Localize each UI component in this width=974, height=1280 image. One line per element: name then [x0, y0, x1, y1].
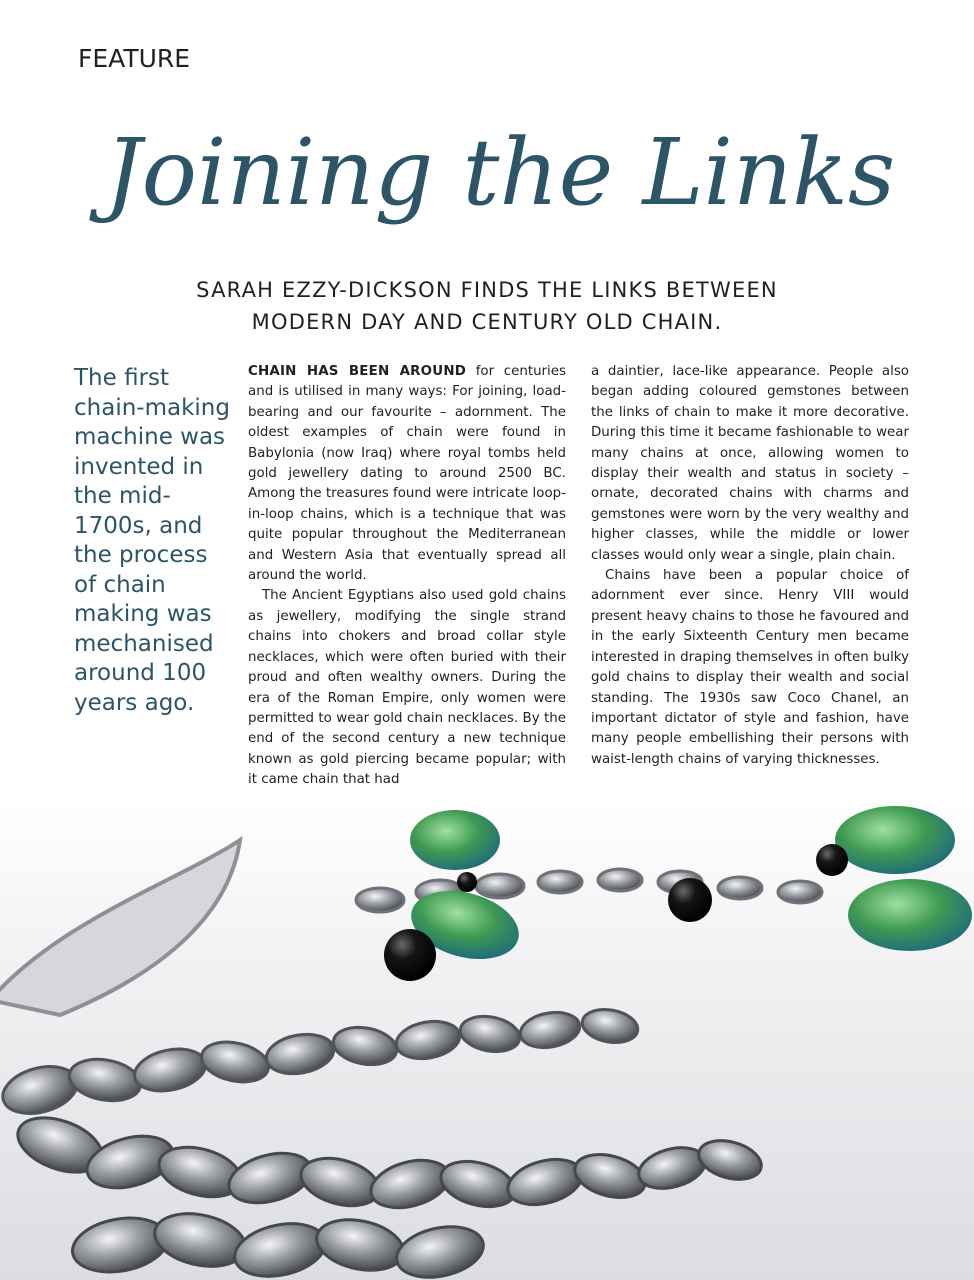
paragraph-1 [248, 362, 566, 586]
body-column-2 [591, 362, 909, 770]
chain-jewellery-photo [0, 800, 974, 1280]
section-label: FEATURE [78, 44, 191, 73]
black-bead [384, 929, 436, 981]
paragraph-1-text: for centuries and is utilised in many ways: For joining, load-bearing and our favourite – adornment. The oldest examples of chain were found in Babylonia (now Iraq) where royal tombs held gold jewellery dating to around 2500 BC. Among the treasures found were intricate loop-in-loop chains, which is a technique that was quite popular throughout the Mediterranean and Western Asia that eventually spread all around the world. [248, 364, 566, 584]
paragraph-2: The Ancient Egyptians also used gold chains as jewellery, modifying the single strand chains into chokers and broad collar style necklaces, which were often buried with their proud and often wealthy owners. During the era of the Roman Empire, only women were permitted to wear gold chain necklaces. By the end of the second century a new technique known as gold piercing became popular; with it came chain that had [248, 588, 566, 788]
article-title-text: Joining the Links [104, 119, 896, 226]
black-bead [668, 878, 712, 922]
black-bead [816, 844, 848, 876]
subtitle-line-1: SARAH EZZY-DICKSON FINDS THE LINKS BETWEEN [196, 278, 778, 302]
lead-in: CHAIN HAS BEEN AROUND [248, 364, 467, 379]
green-bead [410, 810, 500, 870]
pull-quote: The first chain-making machine was invented in the mid-1700s, and the process of chain making was mechanised around 100 years ago. [74, 365, 230, 716]
article-subtitle [0, 274, 974, 338]
subtitle-line-2: MODERN DAY AND CENTURY OLD CHAIN. [251, 310, 723, 334]
body-column-1 [248, 362, 566, 791]
green-bead [835, 806, 955, 874]
black-bead [457, 872, 477, 892]
paragraph-4: Chains have been a popular choice of adornment ever since. Henry VIII would present heavy chains to those he favoured and in the early Sixteenth Century men became interested in draping themselves in often bulky gold chains to display their wealth and social standing. The 1930s saw Coco Chanel, an important dictator of style and fashion, have many people embellishing their persons with waist-length chains of varying thicknesses. [591, 568, 909, 767]
paragraph-3: a daintier, lace-like appearance. People also began adding coloured gemstones between the links of chain to make it more decorative. During this time it became fashionable to wear many chains at once, allowing women to display their wealth and status in society – ornate, decorated chains with charms and gemstones were worn by the very wealthy and higher classes, while the middle or lower classes would only wear a single, plain chain. [591, 364, 909, 563]
article-title [40, 92, 960, 252]
green-bead [848, 879, 972, 951]
